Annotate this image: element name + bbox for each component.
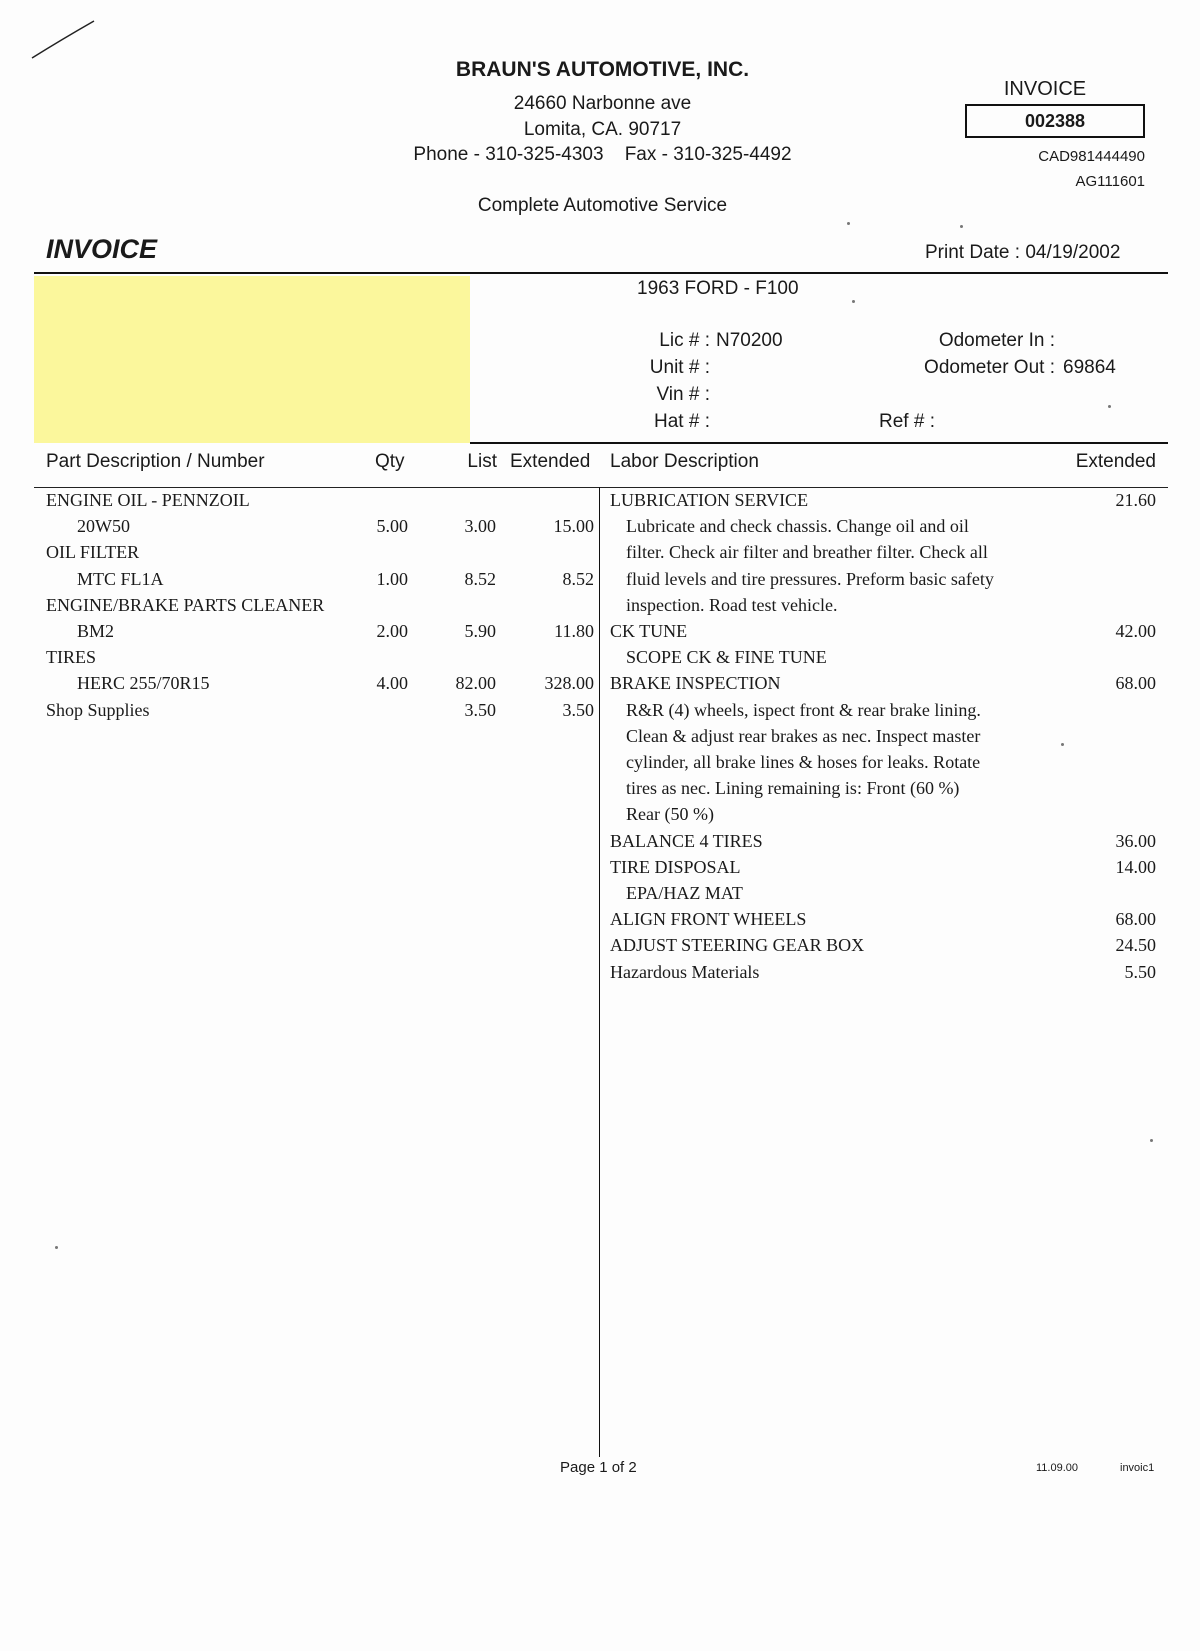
header-divider: [34, 272, 1168, 274]
sticky-note-redaction: [34, 276, 470, 443]
part-qty: 4.00: [376, 673, 408, 694]
hat-label: Hat # :: [654, 411, 710, 432]
part-list-price: 5.90: [464, 621, 496, 641]
vehicle-divider: [470, 442, 1168, 444]
labor-description: SCOPE CK & FINE TUNE: [626, 647, 827, 668]
part-extended: 11.80: [554, 621, 594, 641]
labor-extended: 14.00: [1115, 856, 1156, 877]
odometer-in-label: Odometer In :: [938, 330, 1055, 351]
labor-description: Hazardous Materials: [610, 961, 760, 982]
part-list-price: 3.50: [464, 699, 496, 720]
part-description: HERC 255/70R15: [77, 673, 210, 694]
col-extended: Extended: [510, 451, 591, 472]
company-address-line2: Lomita, CA. 90717: [523, 119, 682, 140]
labor-description: Rear (50 %): [626, 804, 714, 825]
labor-description: cylinder, all brake lines & hoses for leaks. Rotate: [626, 752, 981, 772]
labor-description: inspection. Road test vehicle.: [626, 594, 838, 615]
scan-speck: [1108, 405, 1111, 408]
labor-description: R&R (4) wheels, ispect front & rear brake lining.: [626, 699, 981, 720]
page-number: Page 1 of 2: [560, 1459, 637, 1476]
print-date-label: Print Date :: [925, 242, 1021, 263]
part-description: ENGINE/BRAKE PARTS CLEANER: [46, 594, 325, 615]
scan-speck: [852, 300, 855, 303]
part-extended: 8.52: [562, 568, 594, 589]
labor-extended: 68.00: [1115, 909, 1156, 930]
labor-extended: 24.50: [1115, 935, 1156, 956]
labor-description: ALIGN FRONT WHEELS: [610, 909, 807, 930]
ag-code: AG111601: [1075, 173, 1145, 190]
labor-extended: 5.50: [1124, 961, 1156, 982]
labor-extended: 42.00: [1115, 621, 1156, 641]
lic-value: N70200: [716, 330, 783, 351]
scan-speck: [1061, 743, 1064, 746]
labor-description: BRAKE INSPECTION: [610, 673, 781, 694]
form-date: 11.09.00: [1036, 1462, 1079, 1474]
form-name: invoic1: [1120, 1462, 1155, 1474]
col-qty: Qty: [375, 451, 405, 472]
col-list: List: [467, 451, 497, 472]
part-description: BM2: [77, 621, 115, 641]
labor-description: fluid levels and tire pressures. Preform basic safety: [626, 568, 994, 589]
part-description: MTC FL1A: [77, 568, 164, 589]
labor-description: Lubricate and check chassis. Change oil and oil: [626, 516, 969, 537]
company-fax: Fax - 310-325-4492: [624, 144, 792, 165]
part-extended: 15.00: [553, 516, 594, 537]
scan-speck: [55, 1246, 58, 1249]
odometer-out-value: 69864: [1063, 357, 1116, 378]
pen-mark-decoration: [28, 18, 98, 63]
col-labor-description: Labor Description: [610, 451, 759, 472]
invoice-title: INVOICE: [46, 234, 158, 264]
part-description: 20W50: [77, 516, 130, 537]
lic-label: Lic # :: [659, 330, 710, 351]
labor-description: TIRE DISPOSAL: [610, 856, 741, 877]
part-description: OIL FILTER: [46, 542, 140, 563]
part-description: Shop Supplies: [46, 699, 150, 720]
part-list-price: 8.52: [464, 568, 496, 589]
labor-description: BALANCE 4 TIRES: [610, 830, 763, 851]
part-description: ENGINE OIL - PENNZOIL: [46, 490, 250, 510]
unit-label: Unit # :: [649, 357, 710, 378]
parts-labor-divider: [599, 487, 600, 1457]
part-list-price: 3.00: [464, 516, 496, 537]
labor-extended: 68.00: [1115, 673, 1156, 694]
company-tagline: Complete Automotive Service: [477, 195, 728, 216]
part-qty: 1.00: [376, 568, 408, 589]
labor-description: LUBRICATION SERVICE: [610, 490, 809, 510]
odometer-out-label: Odometer Out :: [924, 357, 1055, 378]
company-address-line1: 24660 Narbonne ave: [513, 93, 692, 114]
labor-description: filter. Check air filter and breather filter. Check all: [626, 542, 988, 563]
part-list-price: 82.00: [455, 673, 496, 694]
labor-description: EPA/HAZ MAT: [626, 883, 743, 903]
labor-description: ADJUST STEERING GEAR BOX: [610, 935, 865, 956]
vin-label: Vin # :: [656, 384, 710, 405]
scan-speck: [847, 222, 850, 225]
part-qty: 2.00: [376, 621, 408, 641]
col-labor-extended: Extended: [1075, 451, 1156, 472]
vehicle-description: 1963 FORD - F100: [637, 278, 799, 299]
company-phone: Phone - 310-325-4303: [413, 144, 604, 165]
part-extended: 328.00: [544, 673, 594, 694]
labor-extended: 36.00: [1115, 830, 1156, 851]
labor-extended: 21.60: [1115, 490, 1156, 510]
company-contact: [300, 144, 905, 166]
labor-description: CK TUNE: [610, 621, 688, 641]
labor-description: tires as nec. Lining remaining is: Front (60 %): [626, 778, 960, 799]
invoice-number-box: 002388: [965, 104, 1145, 138]
print-date-value: 04/19/2002: [1025, 242, 1121, 263]
labor-description: Clean & adjust rear brakes as nec. Inspect master: [626, 725, 981, 746]
col-part-description: Part Description / Number: [46, 451, 265, 472]
epa-code: CAD981444490: [1038, 148, 1145, 165]
part-description: TIRES: [46, 647, 97, 668]
company-name: BRAUN'S AUTOMOTIVE, INC.: [455, 58, 750, 81]
scan-speck: [1150, 1139, 1153, 1142]
invoice-box-label: INVOICE: [1003, 78, 1087, 100]
print-date: [925, 242, 1120, 264]
part-extended: 3.50: [562, 699, 594, 720]
column-header-divider: [34, 487, 1168, 488]
part-qty: 5.00: [376, 516, 408, 537]
scan-speck: [960, 225, 963, 228]
ref-label: Ref # :: [879, 411, 935, 432]
